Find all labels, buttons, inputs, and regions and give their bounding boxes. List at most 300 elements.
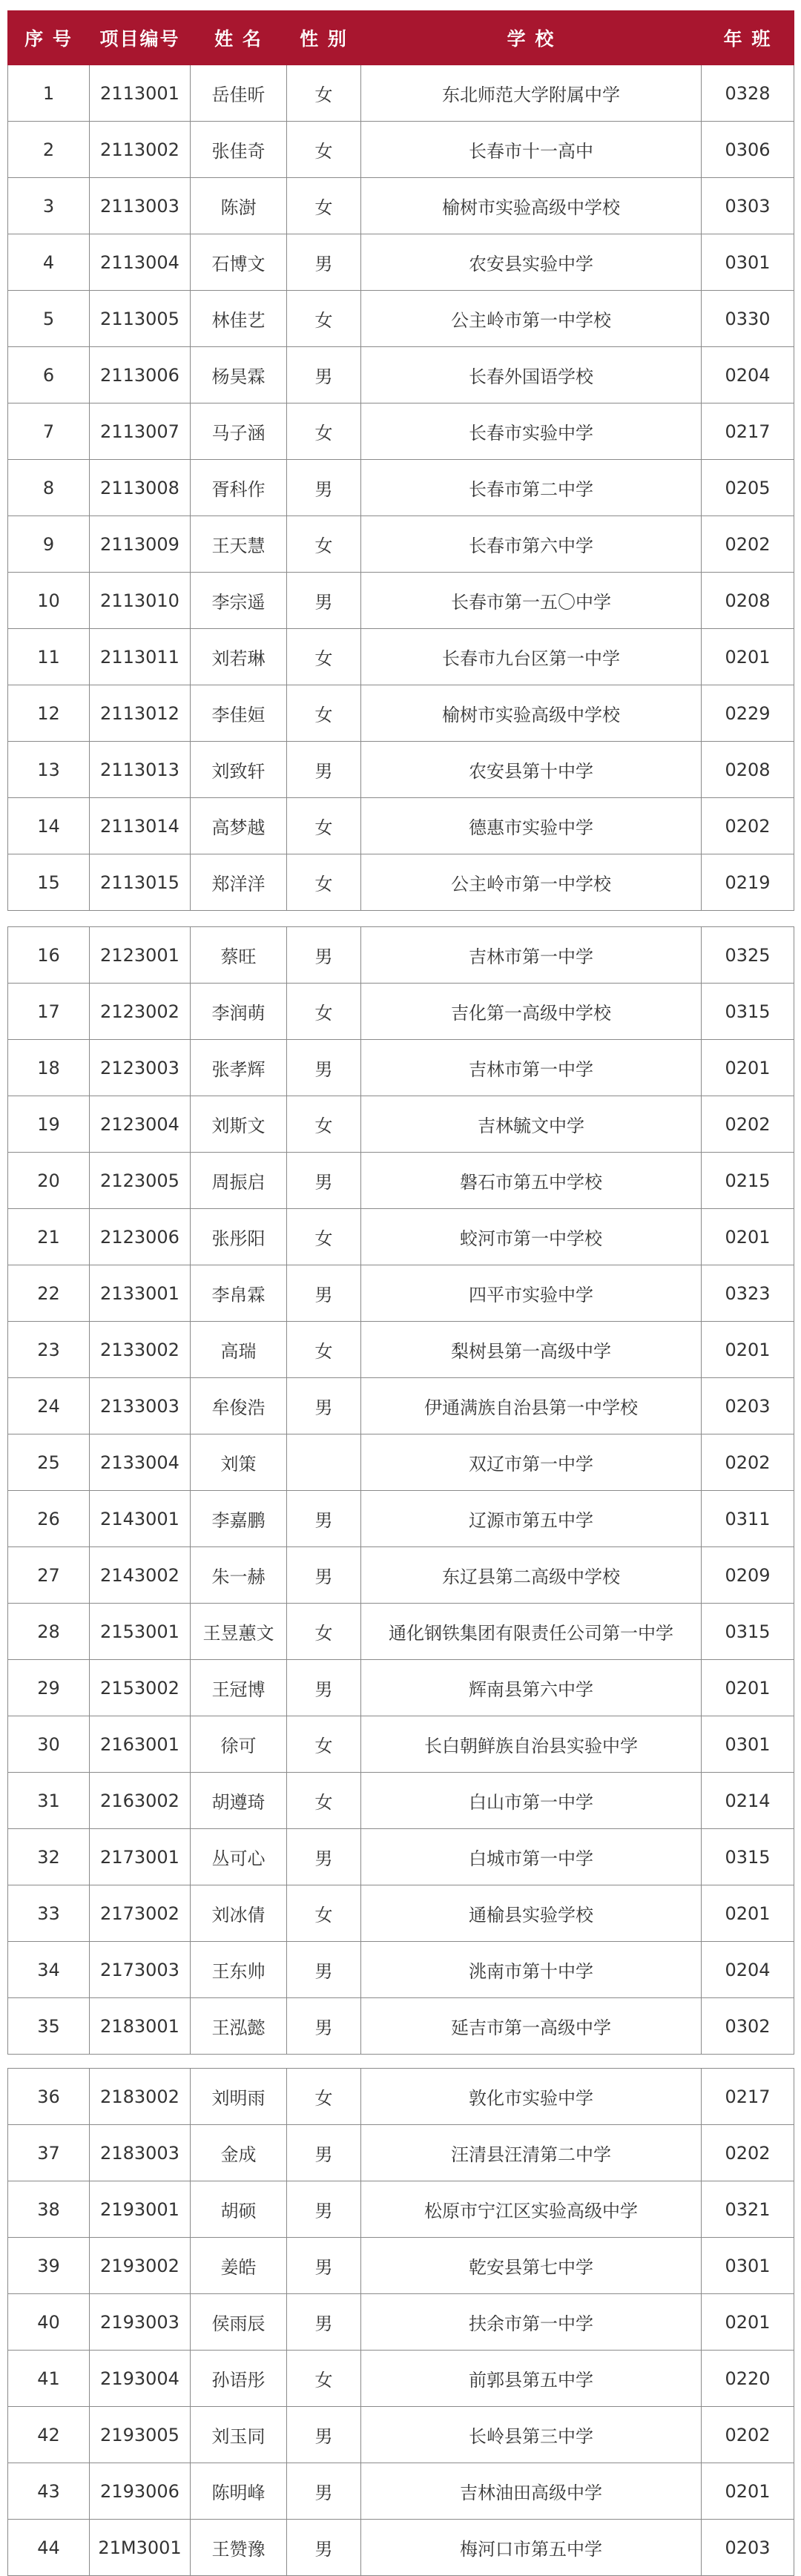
cell-serial-number: 42	[8, 2407, 90, 2463]
cell-name: 陈澍	[191, 178, 287, 234]
cell-school: 长春市第二中学	[361, 460, 702, 516]
cell-class: 0208	[702, 573, 794, 629]
cell-serial-number: 8	[8, 460, 90, 516]
cell-gender: 男	[287, 1998, 361, 2055]
cell-school: 农安县实验中学	[361, 234, 702, 291]
table-row	[8, 1378, 794, 1434]
cell-name: 胡硕	[191, 2181, 287, 2238]
table-row	[8, 2351, 794, 2407]
cell-gender: 男	[287, 2520, 361, 2576]
cell-serial-number: 15	[8, 854, 90, 911]
cell-school: 延吉市第一高级中学	[361, 1998, 702, 2055]
table-row	[8, 1547, 794, 1604]
table-row	[8, 2238, 794, 2294]
cell-class: 0315	[702, 1829, 794, 1885]
cell-name: 胥科作	[191, 460, 287, 516]
cell-class: 0325	[702, 927, 794, 984]
header-serial-number: 序 号	[8, 11, 90, 65]
cell-serial-number: 11	[8, 629, 90, 685]
cell-class: 0323	[702, 1265, 794, 1322]
cell-class: 0202	[702, 1096, 794, 1153]
cell-class: 0302	[702, 1998, 794, 2055]
cell-school: 伊通满族自治县第一中学校	[361, 1378, 702, 1434]
cell-serial-number: 35	[8, 1998, 90, 2055]
cell-name: 张孝辉	[191, 1040, 287, 1096]
cell-class: 0217	[702, 403, 794, 460]
cell-serial-number: 10	[8, 573, 90, 629]
cell-serial-number: 24	[8, 1378, 90, 1434]
cell-school: 蛟河市第一中学校	[361, 1209, 702, 1265]
cell-project-code: 2113003	[90, 178, 191, 234]
cell-school: 白城市第一中学	[361, 1829, 702, 1885]
cell-project-code: 2133004	[90, 1434, 191, 1491]
cell-class: 0205	[702, 460, 794, 516]
cell-name: 李润萌	[191, 984, 287, 1040]
cell-serial-number: 18	[8, 1040, 90, 1096]
cell-project-code: 2133003	[90, 1378, 191, 1434]
header-school: 学 校	[361, 11, 702, 65]
cell-class: 0201	[702, 2463, 794, 2520]
cell-school: 长白朝鲜族自治县实验中学	[361, 1716, 702, 1773]
cell-school: 公主岭市第一中学校	[361, 854, 702, 911]
table-row	[8, 65, 794, 122]
table-row	[8, 1885, 794, 1942]
cell-project-code: 2113015	[90, 854, 191, 911]
cell-class: 0201	[702, 1885, 794, 1942]
table-row	[8, 2294, 794, 2351]
cell-school: 榆树市实验高级中学校	[361, 178, 702, 234]
cell-gender: 女	[287, 291, 361, 347]
cell-gender: 男	[287, 1491, 361, 1547]
cell-class: 0328	[702, 65, 794, 122]
cell-serial-number: 5	[8, 291, 90, 347]
cell-class: 0202	[702, 2407, 794, 2463]
cell-serial-number: 19	[8, 1096, 90, 1153]
cell-name: 王东帅	[191, 1942, 287, 1998]
cell-project-code: 2133002	[90, 1322, 191, 1378]
cell-name: 王昱蕙文	[191, 1604, 287, 1660]
cell-gender: 男	[287, 1660, 361, 1716]
cell-gender: 女	[287, 178, 361, 234]
cell-school: 东辽县第二高级中学校	[361, 1547, 702, 1604]
cell-school: 长春市第一五〇中学	[361, 573, 702, 629]
cell-gender: 男	[287, 742, 361, 798]
cell-project-code: 2123004	[90, 1096, 191, 1153]
header-class: 年 班	[702, 11, 794, 65]
table-row	[8, 573, 794, 629]
cell-school: 乾安县第七中学	[361, 2238, 702, 2294]
cell-serial-number: 29	[8, 1660, 90, 1716]
cell-school: 公主岭市第一中学校	[361, 291, 702, 347]
cell-name: 高瑞	[191, 1322, 287, 1378]
cell-serial-number: 36	[8, 2069, 90, 2125]
table-row	[8, 1829, 794, 1885]
cell-school: 吉林油田高级中学	[361, 2463, 702, 2520]
table-row	[8, 2407, 794, 2463]
cell-serial-number: 37	[8, 2125, 90, 2181]
table-row	[8, 1322, 794, 1378]
table-row	[8, 1773, 794, 1829]
table-row	[8, 1998, 794, 2055]
cell-school: 通化钢铁集团有限责任公司第一中学	[361, 1604, 702, 1660]
cell-school: 梅河口市第五中学	[361, 2520, 702, 2576]
cell-name: 孙语彤	[191, 2351, 287, 2407]
cell-gender: 男	[287, 1942, 361, 1998]
cell-serial-number: 28	[8, 1604, 90, 1660]
cell-school: 通榆县实验学校	[361, 1885, 702, 1942]
table-row	[8, 516, 794, 573]
cell-class: 0201	[702, 1040, 794, 1096]
header-name: 姓 名	[191, 11, 287, 65]
cell-name: 李帛霖	[191, 1265, 287, 1322]
table-row	[8, 347, 794, 403]
cell-gender: 女	[287, 1773, 361, 1829]
cell-name: 林佳艺	[191, 291, 287, 347]
cell-serial-number: 1	[8, 65, 90, 122]
cell-school: 吉化第一高级中学校	[361, 984, 702, 1040]
cell-serial-number: 27	[8, 1547, 90, 1604]
cell-name: 周振启	[191, 1153, 287, 1209]
table-row	[8, 742, 794, 798]
cell-serial-number: 16	[8, 927, 90, 984]
cell-class: 0330	[702, 291, 794, 347]
table-row	[8, 1265, 794, 1322]
cell-project-code: 2173003	[90, 1942, 191, 1998]
cell-school: 松原市宁江区实验高级中学	[361, 2181, 702, 2238]
cell-gender: 男	[287, 1547, 361, 1604]
header-gender: 性 别	[287, 11, 361, 65]
cell-serial-number: 39	[8, 2238, 90, 2294]
cell-project-code: 2153002	[90, 1660, 191, 1716]
cell-name: 王泓懿	[191, 1998, 287, 2055]
cell-gender: 女	[287, 516, 361, 573]
table-row	[8, 1491, 794, 1547]
table-row	[8, 984, 794, 1040]
table-row	[8, 1040, 794, 1096]
cell-name: 牟俊浩	[191, 1378, 287, 1434]
cell-project-code: 2113014	[90, 798, 191, 854]
cell-gender: 男	[287, 1378, 361, 1434]
cell-gender: 女	[287, 65, 361, 122]
cell-school: 白山市第一中学	[361, 1773, 702, 1829]
cell-class: 0214	[702, 1773, 794, 1829]
cell-class: 0202	[702, 798, 794, 854]
cell-gender: 女	[287, 1209, 361, 1265]
cell-gender: 男	[287, 1265, 361, 1322]
cell-school: 吉林市第一中学	[361, 1040, 702, 1096]
cell-project-code: 2163001	[90, 1716, 191, 1773]
cell-gender: 女	[287, 403, 361, 460]
cell-project-code: 21M3001	[90, 2520, 191, 2576]
table-row	[8, 2125, 794, 2181]
cell-class: 0321	[702, 2181, 794, 2238]
cell-school: 长春外国语学校	[361, 347, 702, 403]
cell-class: 0220	[702, 2351, 794, 2407]
cell-project-code: 2183003	[90, 2125, 191, 2181]
cell-gender: 女	[287, 2351, 361, 2407]
cell-class: 0301	[702, 234, 794, 291]
table-row	[8, 2181, 794, 2238]
cell-project-code: 2113008	[90, 460, 191, 516]
cell-name: 岳佳昕	[191, 65, 287, 122]
cell-class: 0201	[702, 629, 794, 685]
cell-name: 金成	[191, 2125, 287, 2181]
cell-serial-number: 25	[8, 1434, 90, 1491]
cell-project-code: 2113012	[90, 685, 191, 742]
cell-school: 吉林毓文中学	[361, 1096, 702, 1153]
cell-serial-number: 13	[8, 742, 90, 798]
cell-project-code: 2113010	[90, 573, 191, 629]
table-row	[8, 629, 794, 685]
cell-project-code: 2153001	[90, 1604, 191, 1660]
cell-gender: 男	[287, 2407, 361, 2463]
table-row	[8, 1434, 794, 1491]
cell-class: 0202	[702, 516, 794, 573]
cell-school: 汪清县汪清第二中学	[361, 2125, 702, 2181]
cell-name: 王天慧	[191, 516, 287, 573]
cell-project-code: 2113001	[90, 65, 191, 122]
cell-class: 0215	[702, 1153, 794, 1209]
cell-class: 0303	[702, 178, 794, 234]
cell-project-code: 2193002	[90, 2238, 191, 2294]
cell-school: 敦化市实验中学	[361, 2069, 702, 2125]
table-row	[8, 1716, 794, 1773]
roster-table-segment-2	[7, 926, 794, 2055]
cell-gender: 女	[287, 1604, 361, 1660]
cell-serial-number: 20	[8, 1153, 90, 1209]
cell-class: 0203	[702, 1378, 794, 1434]
cell-gender: 女	[287, 984, 361, 1040]
table-row	[8, 403, 794, 460]
cell-class: 0301	[702, 2238, 794, 2294]
table-row	[8, 798, 794, 854]
cell-serial-number: 33	[8, 1885, 90, 1942]
cell-class: 0208	[702, 742, 794, 798]
cell-school: 辉南县第六中学	[361, 1660, 702, 1716]
cell-school: 吉林市第一中学	[361, 927, 702, 984]
cell-project-code: 2113004	[90, 234, 191, 291]
cell-name: 姜皓	[191, 2238, 287, 2294]
cell-gender: 男	[287, 573, 361, 629]
cell-gender: 女	[287, 854, 361, 911]
cell-project-code: 2113002	[90, 122, 191, 178]
cell-name: 高梦越	[191, 798, 287, 854]
cell-name: 张彤阳	[191, 1209, 287, 1265]
cell-gender: 女	[287, 1885, 361, 1942]
cell-project-code: 2193001	[90, 2181, 191, 2238]
cell-class: 0202	[702, 1434, 794, 1491]
cell-gender: 男	[287, 2181, 361, 2238]
cell-serial-number: 31	[8, 1773, 90, 1829]
table-header-row	[8, 11, 794, 65]
cell-school: 长春市第六中学	[361, 516, 702, 573]
cell-project-code: 2193003	[90, 2294, 191, 2351]
cell-serial-number: 32	[8, 1829, 90, 1885]
cell-gender: 男	[287, 2463, 361, 2520]
table-row	[8, 1660, 794, 1716]
cell-school: 东北师范大学附属中学	[361, 65, 702, 122]
table-row	[8, 291, 794, 347]
cell-project-code: 2143002	[90, 1547, 191, 1604]
table-row	[8, 2520, 794, 2576]
cell-gender: 男	[287, 460, 361, 516]
cell-serial-number: 22	[8, 1265, 90, 1322]
cell-gender: 男	[287, 2125, 361, 2181]
cell-name: 马子涵	[191, 403, 287, 460]
cell-project-code: 2113006	[90, 347, 191, 403]
cell-name: 侯雨辰	[191, 2294, 287, 2351]
table-row	[8, 234, 794, 291]
cell-project-code: 2193004	[90, 2351, 191, 2407]
cell-class: 0201	[702, 1660, 794, 1716]
cell-gender: 男	[287, 2238, 361, 2294]
cell-class: 0203	[702, 2520, 794, 2576]
cell-gender	[287, 1434, 361, 1491]
cell-project-code: 2123001	[90, 927, 191, 984]
cell-school: 德惠市实验中学	[361, 798, 702, 854]
cell-project-code: 2143001	[90, 1491, 191, 1547]
cell-name: 刘明雨	[191, 2069, 287, 2125]
cell-serial-number: 44	[8, 2520, 90, 2576]
table-row	[8, 122, 794, 178]
cell-gender: 女	[287, 1716, 361, 1773]
cell-class: 0201	[702, 2294, 794, 2351]
cell-project-code: 2123005	[90, 1153, 191, 1209]
cell-class: 0306	[702, 122, 794, 178]
cell-class: 0217	[702, 2069, 794, 2125]
table-row	[8, 927, 794, 984]
cell-class: 0201	[702, 1322, 794, 1378]
cell-class: 0311	[702, 1491, 794, 1547]
cell-school: 辽源市第五中学	[361, 1491, 702, 1547]
cell-serial-number: 23	[8, 1322, 90, 1378]
table-row	[8, 685, 794, 742]
cell-class: 0204	[702, 347, 794, 403]
cell-project-code: 2113005	[90, 291, 191, 347]
cell-gender: 男	[287, 1153, 361, 1209]
cell-school: 洮南市第十中学	[361, 1942, 702, 1998]
cell-serial-number: 12	[8, 685, 90, 742]
cell-name: 丛可心	[191, 1829, 287, 1885]
cell-school: 四平市实验中学	[361, 1265, 702, 1322]
cell-school: 梨树县第一高级中学	[361, 1322, 702, 1378]
cell-name: 刘冰倩	[191, 1885, 287, 1942]
table-row	[8, 854, 794, 911]
table-row	[8, 1096, 794, 1153]
cell-serial-number: 43	[8, 2463, 90, 2520]
cell-gender: 女	[287, 798, 361, 854]
cell-gender: 女	[287, 1096, 361, 1153]
cell-project-code: 2113011	[90, 629, 191, 685]
cell-name: 刘致轩	[191, 742, 287, 798]
cell-name: 刘斯文	[191, 1096, 287, 1153]
cell-name: 张佳奇	[191, 122, 287, 178]
cell-gender: 男	[287, 1040, 361, 1096]
cell-name: 刘玉同	[191, 2407, 287, 2463]
cell-project-code: 2173001	[90, 1829, 191, 1885]
cell-serial-number: 34	[8, 1942, 90, 1998]
table-row	[8, 460, 794, 516]
cell-serial-number: 7	[8, 403, 90, 460]
cell-school: 扶余市第一中学	[361, 2294, 702, 2351]
cell-school: 长春市十一高中	[361, 122, 702, 178]
cell-name: 郑洋洋	[191, 854, 287, 911]
cell-school: 长岭县第三中学	[361, 2407, 702, 2463]
cell-name: 王赞豫	[191, 2520, 287, 2576]
cell-serial-number: 17	[8, 984, 90, 1040]
cell-serial-number: 2	[8, 122, 90, 178]
cell-serial-number: 6	[8, 347, 90, 403]
roster-table-segment-3	[7, 2068, 794, 2576]
cell-class: 0315	[702, 984, 794, 1040]
cell-name: 王冠博	[191, 1660, 287, 1716]
cell-gender: 女	[287, 1322, 361, 1378]
cell-serial-number: 21	[8, 1209, 90, 1265]
table-row	[8, 1604, 794, 1660]
table-row	[8, 2069, 794, 2125]
cell-name: 陈明峰	[191, 2463, 287, 2520]
cell-name: 刘策	[191, 1434, 287, 1491]
cell-project-code: 2123006	[90, 1209, 191, 1265]
cell-school: 前郭县第五中学	[361, 2351, 702, 2407]
cell-name: 李宗遥	[191, 573, 287, 629]
cell-name: 蔡旺	[191, 927, 287, 984]
header-project-code: 项目编号	[90, 11, 191, 65]
cell-project-code: 2123002	[90, 984, 191, 1040]
cell-serial-number: 30	[8, 1716, 90, 1773]
cell-gender: 男	[287, 1829, 361, 1885]
cell-gender: 男	[287, 347, 361, 403]
table-row	[8, 2463, 794, 2520]
cell-school: 长春市实验中学	[361, 403, 702, 460]
cell-school: 双辽市第一中学	[361, 1434, 702, 1491]
cell-serial-number: 4	[8, 234, 90, 291]
cell-school: 农安县第十中学	[361, 742, 702, 798]
cell-name: 徐可	[191, 1716, 287, 1773]
cell-project-code: 2123003	[90, 1040, 191, 1096]
cell-gender: 女	[287, 629, 361, 685]
cell-class: 0202	[702, 2125, 794, 2181]
cell-project-code: 2193005	[90, 2407, 191, 2463]
cell-project-code: 2113009	[90, 516, 191, 573]
cell-project-code: 2133001	[90, 1265, 191, 1322]
cell-gender: 男	[287, 234, 361, 291]
cell-gender: 女	[287, 685, 361, 742]
cell-class: 0209	[702, 1547, 794, 1604]
table-row	[8, 1153, 794, 1209]
table-row	[8, 1209, 794, 1265]
cell-name: 李佳姮	[191, 685, 287, 742]
cell-name: 石博文	[191, 234, 287, 291]
roster-table-segment-1	[7, 10, 794, 911]
cell-project-code: 2193006	[90, 2463, 191, 2520]
cell-project-code: 2173002	[90, 1885, 191, 1942]
cell-school: 长春市九台区第一中学	[361, 629, 702, 685]
cell-project-code: 2113007	[90, 403, 191, 460]
cell-class: 0301	[702, 1716, 794, 1773]
cell-serial-number: 14	[8, 798, 90, 854]
cell-serial-number: 3	[8, 178, 90, 234]
cell-gender: 女	[287, 122, 361, 178]
cell-serial-number: 41	[8, 2351, 90, 2407]
cell-serial-number: 9	[8, 516, 90, 573]
cell-name: 朱一赫	[191, 1547, 287, 1604]
cell-name: 李嘉鹏	[191, 1491, 287, 1547]
cell-serial-number: 26	[8, 1491, 90, 1547]
cell-gender: 男	[287, 927, 361, 984]
table-row	[8, 178, 794, 234]
cell-class: 0219	[702, 854, 794, 911]
